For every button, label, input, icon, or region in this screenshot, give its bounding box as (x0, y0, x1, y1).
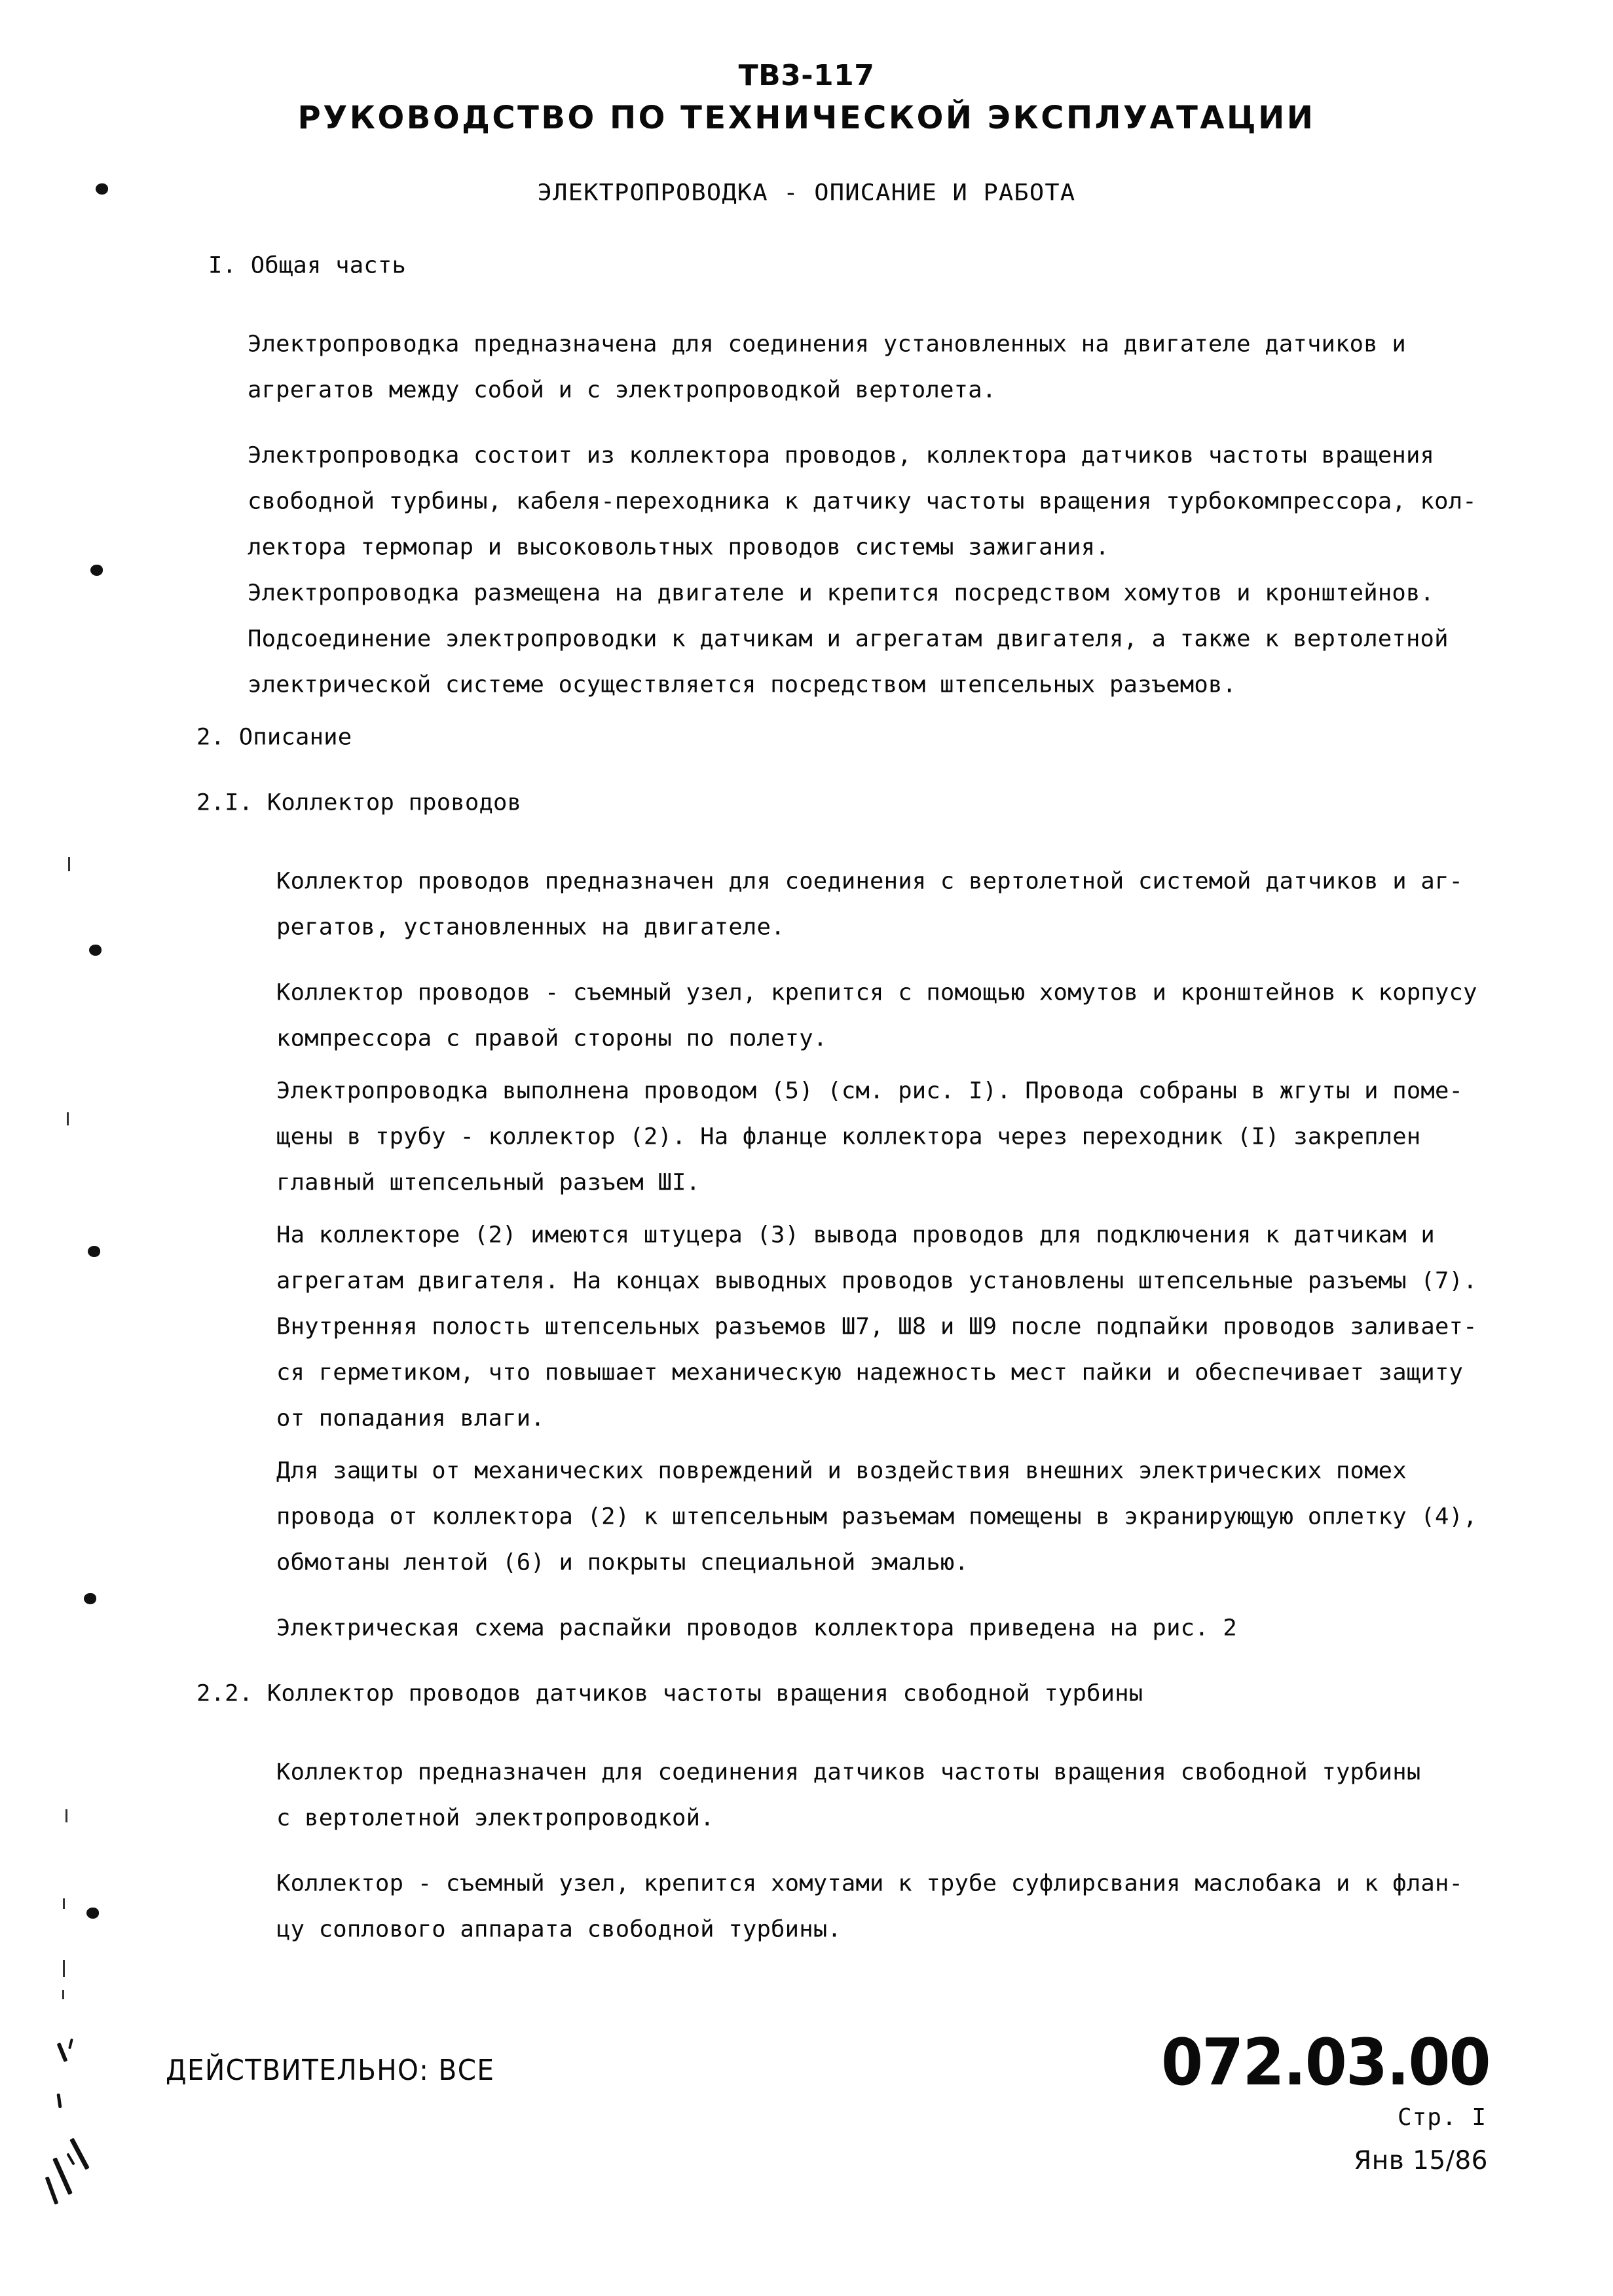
s22-p2-line1: Коллектор - съемный узел, крепится хомутами к трубе суфлирсвания маслобака и к флан- (276, 1870, 1464, 1897)
s21-p1-line2: регатов, установленных на двигателе. (276, 914, 785, 941)
chapter-subject-title: ЭЛЕКТРОПРОВОДКА - ОПИСАНИЕ И РАБОТА (537, 179, 1076, 206)
s1-p2-line3: лектора термопар и высоковольтных проводов системы зажигания. (248, 534, 1109, 561)
stray-ink-mark (68, 2039, 73, 2049)
margin-tick-mark (63, 1898, 65, 1909)
stray-ink-mark (57, 2042, 68, 2062)
margin-punch-mark (88, 1246, 100, 1257)
margin-tick-mark (68, 857, 70, 871)
validity-statement: ДЕЙСТВИТЕЛЬНО: ВСЕ (166, 2054, 495, 2087)
revision-date: Янв 15/86 (1354, 2146, 1488, 2175)
s21-p4-line5: от попадания влаги. (276, 1405, 545, 1432)
s22-p2-line2: цу соплового аппарата свободной турбины. (276, 1916, 842, 1943)
section-2-1-heading: 2.I. Коллектор проводов (196, 789, 522, 816)
s21-p3-line1: Электропроводка выполнена проводом (5) (см. рис. I). Провода собраны в жгуты и поме- (276, 1078, 1464, 1104)
section-2-2-heading: 2.2. Коллектор проводов датчиков частоты вращения свободной турбины (196, 1680, 1143, 1707)
s21-p4-line2: агрегатам двигателя. На концах выводных проводов установлены штепсельные разъемы (7). (276, 1268, 1477, 1294)
stray-ink-mark (66, 2153, 75, 2165)
engine-model-title: ТВ3-117 (738, 59, 875, 92)
page-number: Стр. I (1397, 2104, 1487, 2131)
section-1-heading: I. Общая часть (208, 252, 407, 279)
s22-p1-line2: с вертолетной электропроводкой. (276, 1805, 714, 1832)
s21-p4-line3: Внутренняя полость штепсельных разъемов Ш7, Ш8 и Ш9 после подпайки проводов заливает- (276, 1313, 1477, 1340)
manual-title: РУКОВОДСТВО ПО ТЕХНИЧЕСКОЙ ЭКСПЛУАТАЦИИ (297, 100, 1316, 136)
s21-p3-line2: щены в трубу - коллектор (2). На фланце коллектора через переходник (I) закреплен (276, 1123, 1421, 1150)
document-code: 072.03.00 (1161, 2025, 1490, 2100)
margin-tick-mark (65, 1809, 67, 1822)
s21-p2-line2: компрессора с правой стороны по полету. (276, 1025, 828, 1052)
s21-p4-line4: ся герметиком, что повышает механическую надежность мест пайки и обеспечивает защиту (276, 1359, 1464, 1386)
s1-p1-line2: агрегатов между собой и с электропроводкой вертолета. (248, 377, 997, 404)
s22-p1-line1: Коллектор предназначен для соединения датчиков частоты вращения свободной турбины (276, 1759, 1421, 1786)
stray-ink-mark (52, 2157, 73, 2195)
s21-p1-line1: Коллектор проводов предназначен для соединения с вертолетной системой датчиков и аг- (276, 868, 1464, 895)
s1-p3-line2: Подсоединение электропроводки к датчикам и агрегатам двигателя, а также к вертолетной (248, 626, 1449, 652)
margin-punch-mark (89, 945, 102, 956)
s1-p1-line1: Электропроводка предназначена для соединения установленных на двигателе датчиков и (248, 331, 1406, 358)
margin-punch-mark (84, 1593, 96, 1604)
margin-punch-mark (90, 565, 103, 576)
section-2-heading: 2. Описание (196, 724, 352, 751)
s21-p5-line3: обмотаны лентой (6) и покрыты специальной эмалью. (276, 1549, 969, 1576)
margin-punch-mark (96, 183, 108, 195)
s1-p3-line1: Электропроводка размещена на двигателе и крепится посредством хомутов и кронштейнов. (248, 580, 1435, 607)
s21-p3-line3: главный штепсельный разъем ШI. (276, 1169, 701, 1196)
margin-tick-mark (62, 1990, 64, 1999)
s1-p2-line2: свободной турбины, кабеля-переходника к датчику частоты вращения турбокомпрессора, кол- (248, 488, 1477, 515)
s21-p6-line1: Электрическая схема распайки проводов коллектора приведена на рис. 2 (276, 1615, 1237, 1642)
s21-p2-line1: Коллектор проводов - съемный узел, крепится с помощью хомутов и кронштейнов к корпусу (276, 979, 1477, 1006)
s21-p4-line1: На коллекторе (2) имеются штуцера (3) вывода проводов для подключения к датчикам и (276, 1222, 1435, 1249)
s21-p5-line1: Для защиты от механических повреждений и воздействия внешних электрических помех (276, 1458, 1407, 1484)
margin-tick-mark (63, 1960, 65, 1977)
stray-ink-mark (56, 2094, 62, 2108)
margin-tick-mark (67, 1112, 69, 1125)
margin-punch-mark (86, 1908, 99, 1919)
stray-ink-mark (45, 2176, 59, 2204)
s21-p5-line2: провода от коллектора (2) к штепсельным разъемам помещены в экранирующую оплетку (4), (276, 1503, 1477, 1530)
s1-p3-line3: электрической системе осуществляется посредством штепсельных разъемов. (248, 671, 1237, 698)
s1-p2-line1: Электропроводка состоит из коллектора проводов, коллектора датчиков частоты вращения (248, 442, 1435, 469)
